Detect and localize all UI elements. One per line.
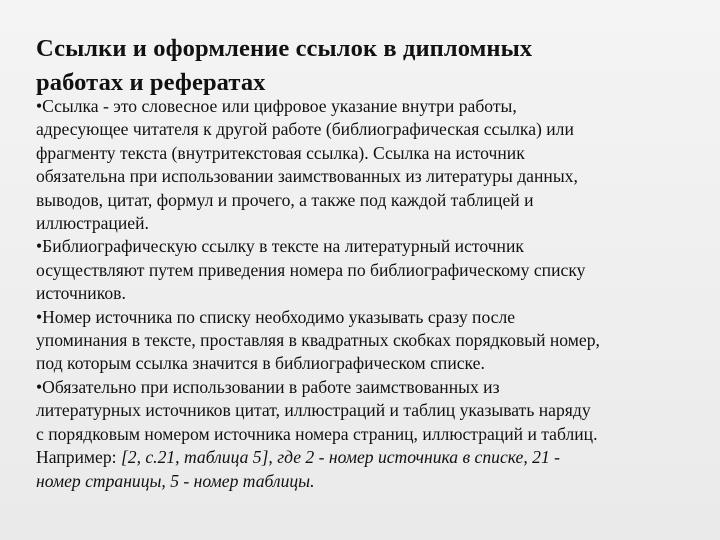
paragraph-text: Номер источника по списку необходимо указывать сразу после упоминания в тексте, проставляя в квадратных скобках порядковый номер, под которым ссылка значится в библиографическом списке. [36, 306, 600, 374]
slide-title: Ссылки и оформление ссылок в дипломных работах и рефератах [36, 35, 533, 96]
slide-body [36, 95, 696, 493]
paragraph-link-definition [36, 95, 696, 235]
bullet-marker: • [36, 376, 43, 397]
paragraph-text: Обязательно при использовании в работе заимствованных из литературных источников цитат, иллюстраций и таблиц указывать наряду с порядковым номером источника номера страниц, иллюстраций и таблиц. Например: [36, 376, 598, 468]
example-text: [2, с.21, таблица 5], где 2 - номер источника в списке, 21 - номер страницы, 5 - номер таблицы. [36, 447, 560, 491]
paragraph-text: Ссылка - это словесное или цифровое указание внутри работы, адресующее читателя к другой работе (библиографическая ссылка) или фрагменту текста (внутритекстовая ссылка). Ссылка на источник обязательна при использовании заимствованных из литературы данных, выводов, цитат, формул и прочего, а также под каждой таблицей и иллюстрацией. [36, 96, 578, 234]
paragraph-text: Библиографическую ссылку в тексте на литературный источник осуществляют путем приведения номера по библиографическому списку источников. [36, 236, 586, 304]
paragraph-page-numbers [36, 376, 696, 493]
bullet-marker: • [36, 236, 43, 257]
bullet-marker: • [36, 306, 43, 327]
paragraph-bibliographic-link [36, 235, 696, 305]
paragraph-source-number [36, 306, 696, 376]
bullet-marker: • [36, 96, 43, 116]
